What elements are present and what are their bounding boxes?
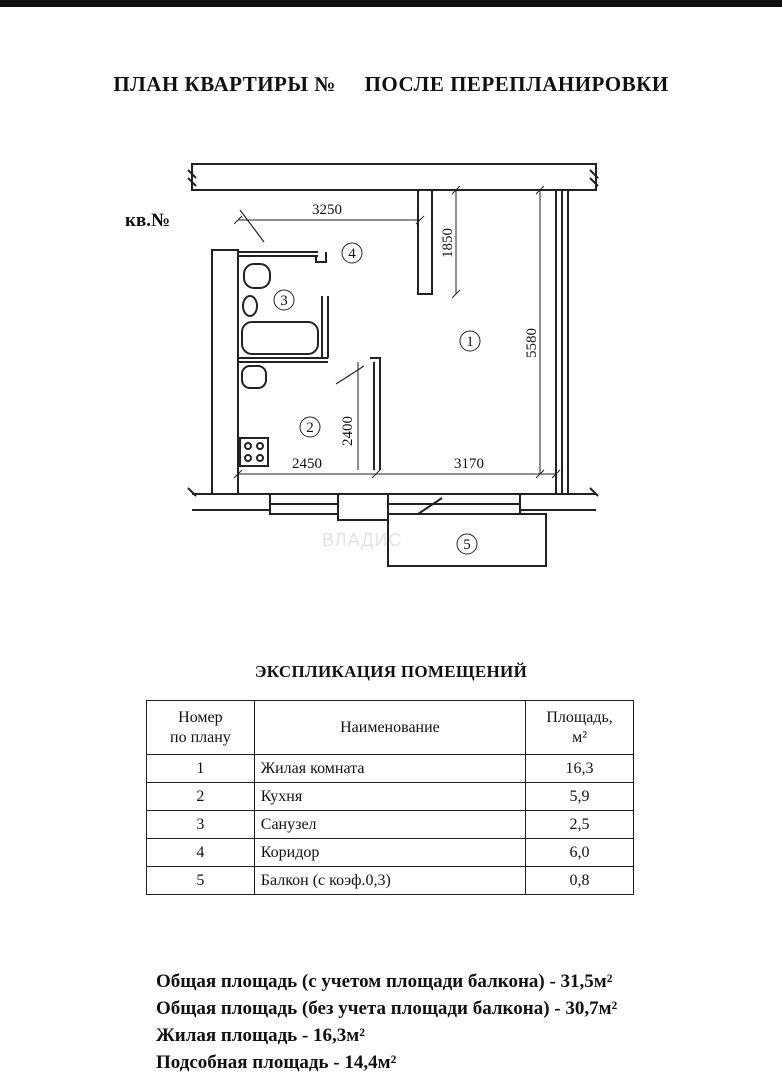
- left-wall: [212, 250, 238, 494]
- wall-pier: [338, 494, 388, 520]
- toilet-icon: [244, 264, 270, 288]
- stove-burner: [245, 443, 251, 449]
- row-name: Коридор: [254, 839, 525, 867]
- stove-burner: [245, 455, 251, 461]
- dimension-3170: 3170: [454, 456, 484, 472]
- dimension-3250: 3250: [312, 202, 342, 218]
- table-row: [147, 839, 634, 867]
- header-area: [526, 701, 634, 755]
- bathtub-icon: [242, 322, 318, 354]
- apartment-label: кв.№: [125, 210, 171, 231]
- watermark-text: ВЛАДИС: [322, 530, 403, 550]
- row-area: 2,5: [526, 811, 634, 839]
- auxiliary-area: Подсобная площадь - 14,4м²: [156, 1052, 397, 1073]
- living-area: Жилая площадь - 16,3м²: [156, 1025, 365, 1046]
- room-marker-1: 1: [466, 334, 474, 350]
- header-number: [147, 701, 255, 755]
- door-swing: [418, 498, 442, 514]
- dimension-1850: 1850: [440, 228, 456, 258]
- header-number-line2: по плану: [170, 728, 231, 746]
- kitchen-sink-icon: [242, 366, 266, 388]
- explication-title: ЭКСПЛИКАЦИЯ ПОМЕЩЕНИЙ: [254, 662, 528, 681]
- dimension-2400: 2400: [340, 416, 356, 446]
- door-swing-kitchen: [336, 366, 364, 384]
- sink-icon: [243, 296, 257, 316]
- row-number: 2: [147, 783, 255, 811]
- row-name: Санузел: [254, 811, 525, 839]
- row-area: 5,9: [526, 783, 634, 811]
- stove-icon: [240, 438, 268, 466]
- header-number-line1: Номер: [178, 708, 223, 726]
- table-row: [147, 867, 634, 895]
- room-marker-5: 5: [463, 537, 471, 553]
- header-area-line2: м²: [572, 728, 588, 746]
- row-area: 0,8: [526, 867, 634, 895]
- room-marker-4: 4: [348, 246, 356, 262]
- table-row: [147, 755, 634, 783]
- room-marker-3: 3: [280, 293, 288, 309]
- total-without-balcony: Общая площадь (без учета площади балкона) - 30,7м²: [156, 998, 618, 1019]
- row-name: Кухня: [254, 783, 525, 811]
- stove-burner: [257, 455, 263, 461]
- row-number: 4: [147, 839, 255, 867]
- stove-burner: [257, 443, 263, 449]
- table-header-row: [147, 701, 634, 755]
- row-number: 3: [147, 811, 255, 839]
- door-swing-entrance: [240, 210, 264, 242]
- table-row: [147, 783, 634, 811]
- row-number: 5: [147, 867, 255, 895]
- area-totals: [156, 968, 617, 1076]
- explication-table: [146, 700, 634, 895]
- row-number: 1: [147, 755, 255, 783]
- table-row: [147, 811, 634, 839]
- row-name: Жилая комната: [254, 755, 525, 783]
- header-area-line1: Площадь,: [546, 708, 613, 726]
- top-wall: [192, 164, 596, 190]
- page-title: ПЛАН КВАРТИРЫ № ПОСЛЕ ПЕРЕПЛАНИРОВКИ: [113, 72, 669, 96]
- room-marker-2: 2: [306, 420, 314, 436]
- partition-wardrobe: [418, 190, 432, 294]
- total-with-balcony: Общая площадь (с учетом площади балкона) - 31,5м²: [156, 971, 613, 992]
- row-name: Балкон (с коэф.0,3): [254, 867, 525, 895]
- header-name: Наименование: [254, 701, 525, 755]
- dimension-5580: 5580: [524, 328, 540, 358]
- row-area: 6,0: [526, 839, 634, 867]
- dimension-2450: 2450: [292, 456, 322, 472]
- row-area: 16,3: [526, 755, 634, 783]
